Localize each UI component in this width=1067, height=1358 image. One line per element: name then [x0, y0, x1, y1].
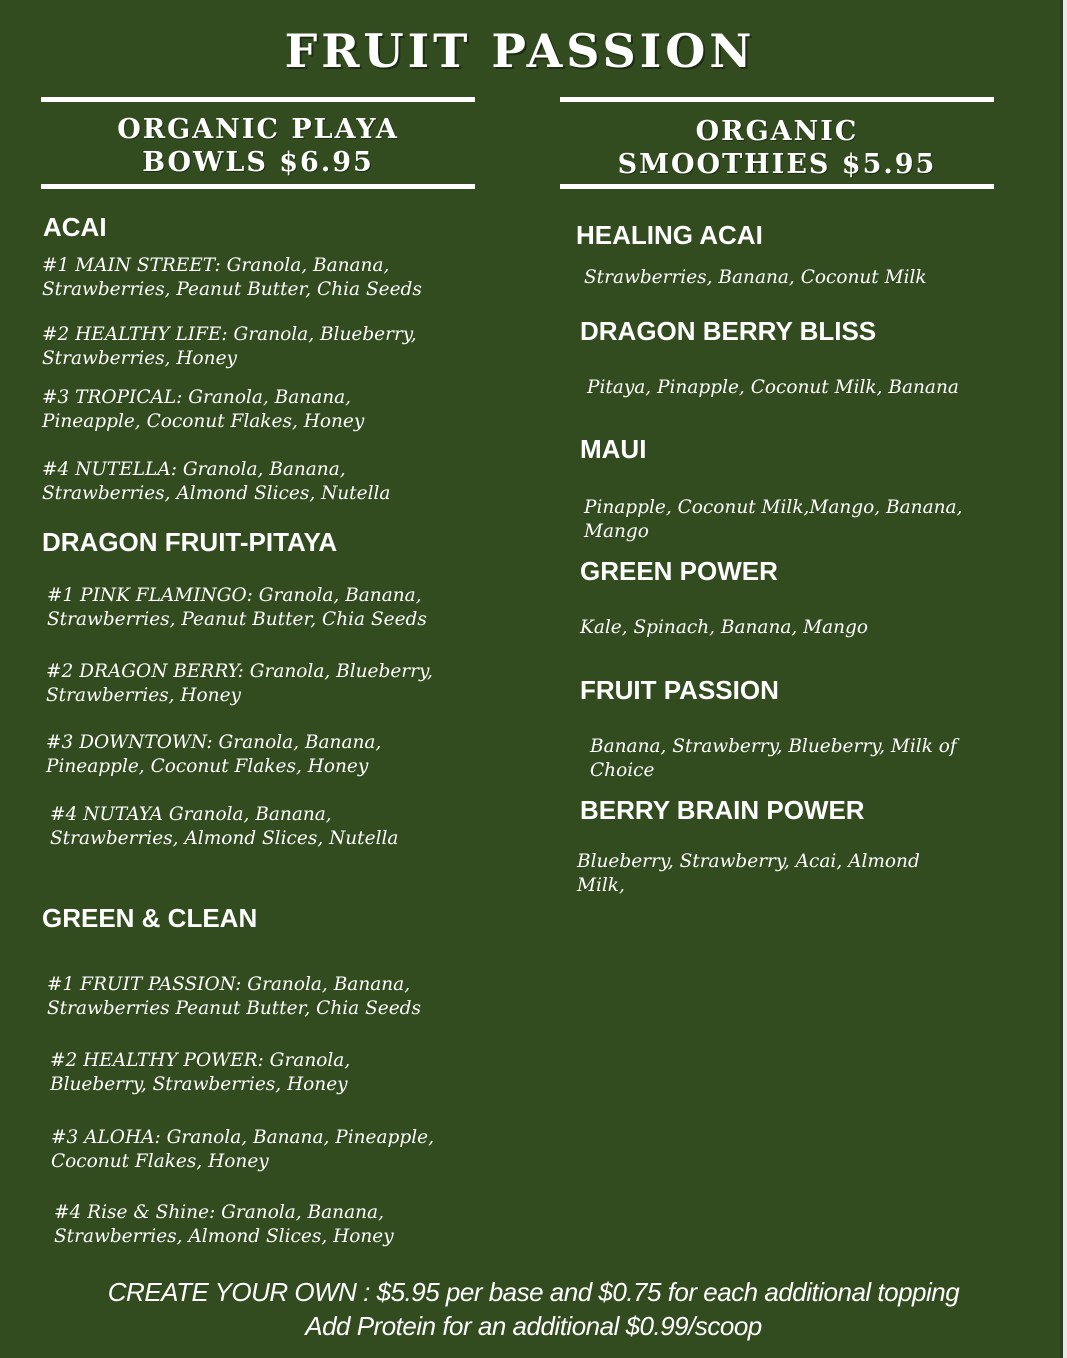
smoothie-healing-acai: HEALING ACAI	[576, 220, 763, 250]
bowl-item: #3 ALOHA: Granola, Banana, Pineapple, Coconut Flakes, Honey	[51, 1127, 434, 1172]
smoothie-berry-brain-power: BERRY BRAIN POWER	[580, 795, 865, 825]
smoothies-header-line1: ORGANIC	[695, 116, 859, 147]
bowls-header-line1: ORGANIC PLAYA	[117, 114, 399, 145]
section-green-and-clean: GREEN & CLEAN	[42, 903, 258, 933]
smoothie-desc: Pinapple, Coconut Milk,Mango, Banana, Mango	[584, 497, 963, 542]
page-edge	[1063, 0, 1067, 1358]
bowls-header-line2: BOWLS $6.95	[142, 147, 374, 178]
smoothies-header-line2: SMOOTHIES $5.95	[617, 149, 937, 180]
bowl-item: #1 FRUIT PASSION: Granola, Banana, Strawberries Peanut Butter, Chia Seeds	[47, 974, 421, 1019]
section-dragon-fruit-pitaya: DRAGON FRUIT-PITAYA	[42, 527, 338, 557]
left-header-bottom-rule	[41, 184, 475, 189]
smoothie-dragon-berry-bliss: DRAGON BERRY BLISS	[580, 316, 877, 346]
bowl-item: #1 PINK FLAMINGO: Granola, Banana, Strawberries, Peanut Butter, Chia Seeds	[47, 585, 427, 630]
menu-title: FRUIT PASSION	[284, 24, 756, 78]
smoothie-desc: Banana, Strawberry, Blueberry, Milk of Choice	[590, 736, 957, 781]
bowl-item: #4 Rise & Shine: Granola, Banana, Strawberries, Almond Slices, Honey	[54, 1202, 394, 1247]
left-header-top-rule	[41, 97, 475, 102]
right-header-bottom-rule	[560, 184, 994, 189]
add-protein-line: Add Protein for an additional $0.99/scoop	[305, 1311, 762, 1341]
bowl-item: #2 HEALTHY LIFE: Granola, Blueberry, Strawberries, Honey	[42, 324, 417, 369]
smoothie-maui: MAUI	[580, 434, 647, 464]
smoothies-header	[560, 115, 994, 181]
bowl-item: #4 NUTAYA Granola, Banana, Strawberries, Almond Slices, Nutella	[50, 804, 399, 849]
bowl-item: #4 NUTELLA: Granola, Banana, Strawberries, Almond Slices, Nutella	[42, 459, 391, 504]
right-header-top-rule	[560, 97, 994, 102]
section-acai: ACAI	[43, 212, 107, 242]
smoothie-desc: Pitaya, Pinapple, Coconut Milk, Banana	[587, 377, 959, 398]
smoothie-desc: Strawberries, Banana, Coconut Milk	[584, 267, 927, 288]
bowl-item: #1 MAIN STREET: Granola, Banana, Strawberries, Peanut Butter, Chia Seeds	[42, 255, 422, 300]
bowl-item: #2 DRAGON BERRY: Granola, Blueberry, Strawberries, Honey	[46, 661, 433, 706]
smoothie-fruit-passion: FRUIT PASSION	[580, 675, 779, 705]
bowl-item: #3 DOWNTOWN: Granola, Banana, Pineapple, Coconut Flakes, Honey	[46, 732, 382, 777]
create-your-own-line: CREATE YOUR OWN : $5.95 per base and $0.75 for each additional topping	[107, 1277, 960, 1307]
bowl-item: #2 HEALTHY POWER: Granola, Blueberry, Strawberries, Honey	[50, 1050, 351, 1095]
smoothie-desc: Blueberry, Strawberry, Acai, Almond Milk,	[577, 851, 920, 896]
smoothie-green-power: GREEN POWER	[580, 556, 778, 586]
bowl-item: #3 TROPICAL: Granola, Banana, Pineapple, Coconut Flakes, Honey	[42, 387, 365, 432]
bowls-header	[41, 113, 475, 179]
smoothie-desc: Kale, Spinach, Banana, Mango	[580, 617, 869, 638]
